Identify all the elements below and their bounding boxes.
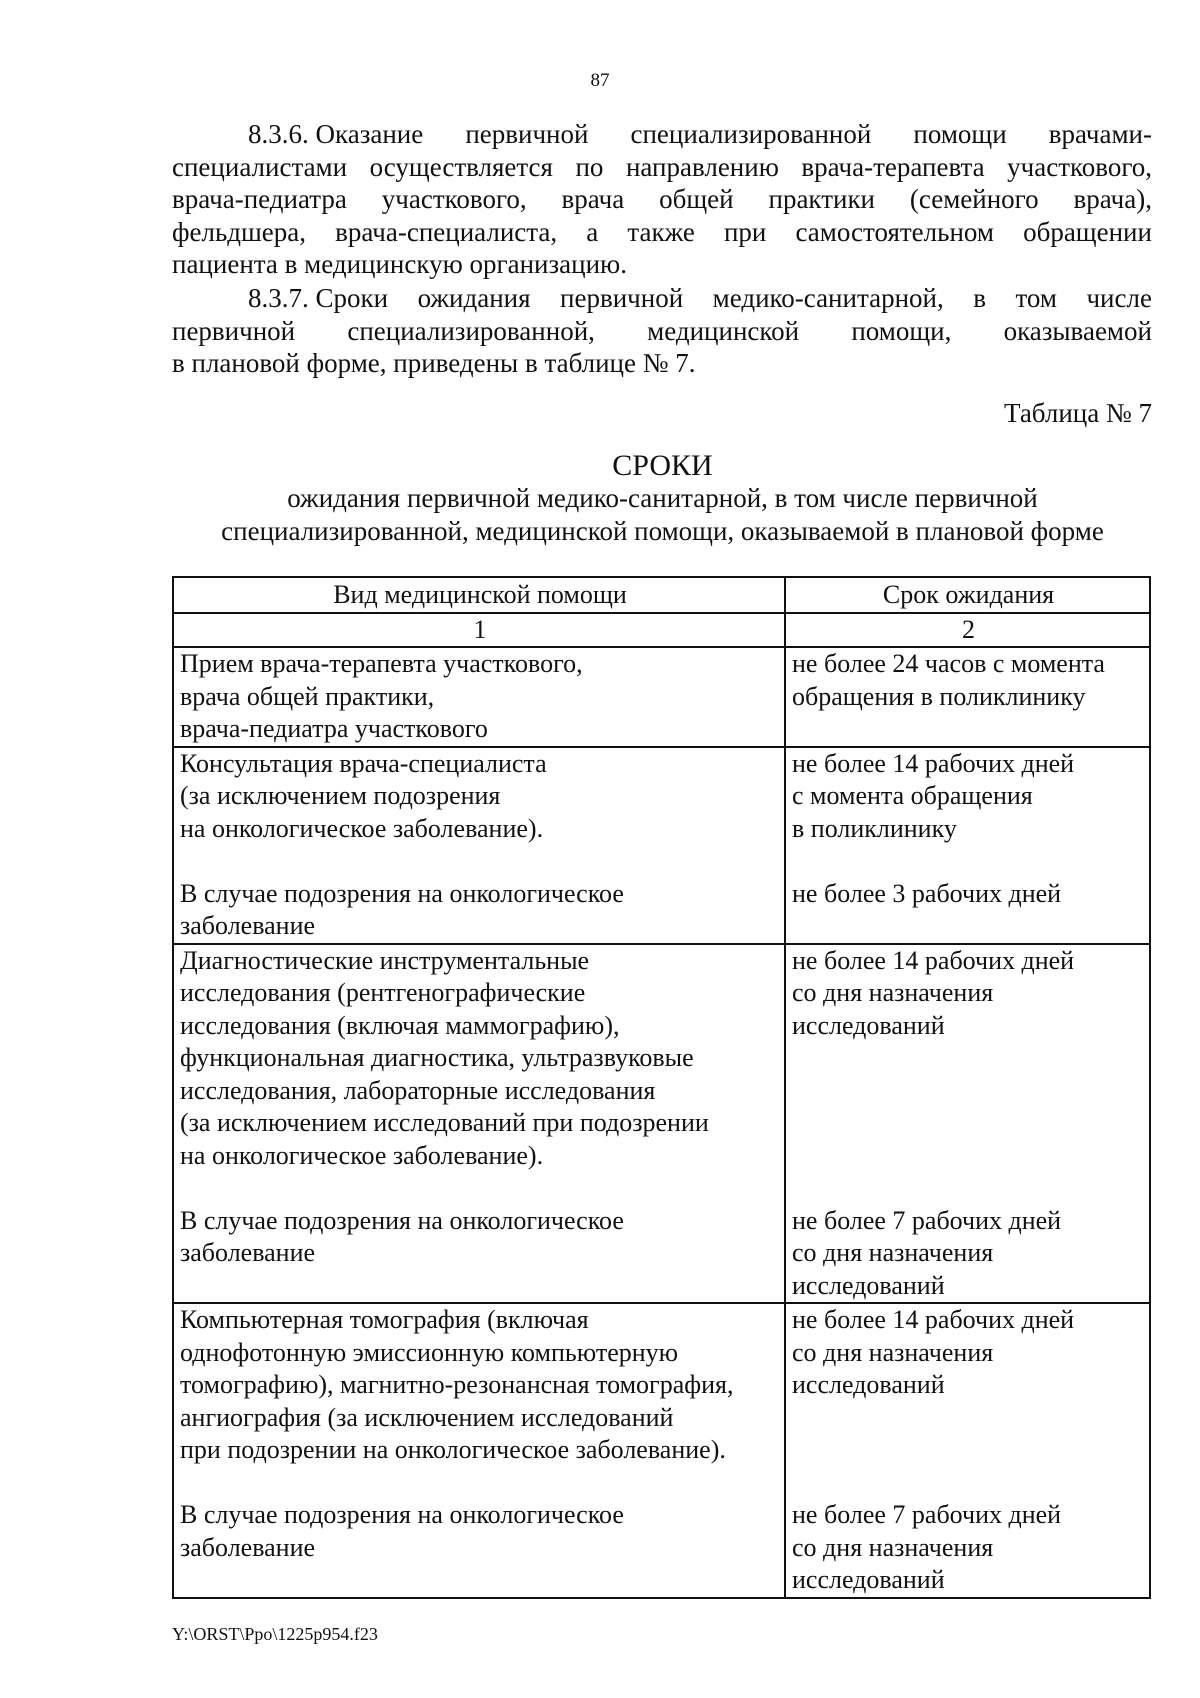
cell-text-line: обращения в поликлинику xyxy=(792,681,1086,711)
paragraph-word: ожидания xyxy=(417,283,531,313)
cell-text-line xyxy=(180,845,780,878)
cell-text-line: Компьютерная томография (включая xyxy=(180,1305,589,1334)
cell-text-line: В случае подозрения на онкологическое xyxy=(180,1500,624,1529)
paragraph-word: специалистами xyxy=(172,151,348,182)
paragraph-line xyxy=(172,248,1152,281)
paragraph-word: участкового, xyxy=(381,184,527,214)
paragraph-line xyxy=(172,347,1152,380)
paragraph-word: врача-специалиста, xyxy=(335,216,558,247)
paragraph-8-3-6 xyxy=(172,118,1152,281)
cell-text-line: не более 7 рабочих дней xyxy=(792,1500,1062,1529)
cell-text-line: ангиография (за исключением исследований xyxy=(180,1402,674,1432)
paragraph-word: помощи xyxy=(913,119,1007,149)
cell-text-line: не более 14 рабочих дней xyxy=(792,945,1075,975)
cell-text-line: заболевание xyxy=(180,911,316,940)
cell-text-line xyxy=(180,1467,780,1500)
paragraph-word: специализированной xyxy=(630,119,872,149)
cell-type-of-care xyxy=(173,944,785,1304)
cell-text-line: в поликлинику xyxy=(792,813,957,843)
paragraph-word: специализированной, xyxy=(347,315,595,346)
paragraph-word: также xyxy=(627,216,695,247)
cell-text-line xyxy=(792,1075,1145,1108)
paragraph-word: (семейного xyxy=(909,184,1039,214)
paragraph-word: медико-санитарной, xyxy=(712,283,944,313)
cell-text-line: на онкологическое заболевание). xyxy=(180,813,544,843)
paragraph-line xyxy=(172,216,1152,249)
paragraph-word: медицинской xyxy=(647,315,800,346)
cell-text-line: исследований xyxy=(792,1370,945,1399)
cell-text-line: исследований xyxy=(792,1010,945,1040)
paragraph-word: врача-терапевта xyxy=(801,151,985,182)
paragraph-line xyxy=(172,151,1152,184)
table-row xyxy=(173,944,1150,1304)
paragraph-word: первичной xyxy=(560,283,684,313)
cell-text-line xyxy=(792,1467,1145,1500)
cell-text-line: функциональная диагностика, ультразвуковые xyxy=(180,1043,694,1072)
paragraph-word: участкового, xyxy=(1007,151,1152,182)
table-row xyxy=(173,1303,1150,1598)
paragraph-word: 8.3.6. Оказание xyxy=(248,119,424,149)
table-column-numbers-row xyxy=(173,613,1150,648)
cell-text-line xyxy=(180,1172,780,1205)
paragraph-word: врачами- xyxy=(1048,119,1152,149)
paragraph-word: в xyxy=(973,283,986,313)
cell-waiting-time xyxy=(785,647,1150,747)
cell-text-line: со дня назначения xyxy=(792,1238,994,1267)
paragraph-word: осуществляется xyxy=(369,151,553,182)
cell-text-line: заболевание xyxy=(180,1532,316,1562)
cell-text-line: с момента обращения xyxy=(792,781,1033,810)
paragraph-word: направлению xyxy=(625,151,779,182)
cell-type-of-care xyxy=(173,647,785,747)
cell-text-line: не более 7 рабочих дней xyxy=(792,1205,1062,1235)
paragraph-line xyxy=(172,282,1152,315)
table-body xyxy=(173,647,1150,1598)
table-subtitle-line-2: специализированной, медицинской помощи, оказываемой в плановой форме xyxy=(221,516,1104,546)
paragraph-word: оказываемой xyxy=(1003,315,1152,346)
cell-text-line: врача общей практики, xyxy=(180,681,435,711)
paragraph-word: врача-педиатра xyxy=(172,184,347,214)
paragraph-text: пациента в медицинскую организацию. xyxy=(172,249,627,279)
paragraph-word: самостоятельном xyxy=(795,216,994,247)
cell-text-line: исследования, лабораторные исследования xyxy=(180,1075,656,1105)
cell-text-line: однофотонную эмиссионную компьютерную xyxy=(180,1337,679,1367)
header-waiting-time: Срок ожидания xyxy=(785,577,1150,613)
page-number: 87 xyxy=(590,70,610,91)
paragraph-word: 8.3.7. Сроки xyxy=(248,283,389,313)
cell-text-line: (за исключением подозрения xyxy=(180,781,501,810)
paragraph-word: при xyxy=(723,216,767,247)
cell-waiting-time xyxy=(785,747,1150,944)
paragraph-line xyxy=(172,183,1152,216)
cell-text-line: не более 24 часов с момента xyxy=(792,649,1105,678)
table-title: СРОКИ xyxy=(612,449,713,482)
paragraph-word: помощи, xyxy=(851,315,952,346)
paragraph-word: первичной xyxy=(172,315,296,346)
table-row xyxy=(173,647,1150,747)
cell-text-line xyxy=(792,1042,1145,1075)
table-header-row xyxy=(173,577,1150,613)
cell-text-line: со дня назначения xyxy=(792,1532,994,1562)
header-type-of-care: Вид медицинской помощи xyxy=(173,577,785,613)
paragraph-word: а xyxy=(586,216,599,247)
paragraph-word: общей xyxy=(659,184,734,214)
cell-text-line: со дня назначения xyxy=(792,1337,994,1367)
cell-text-line: не более 3 рабочих дней xyxy=(792,878,1062,908)
paragraph-word: практики xyxy=(768,184,876,214)
paragraph-word: обращении xyxy=(1023,216,1152,247)
cell-text-line: со дня назначения xyxy=(792,978,994,1007)
paragraph-word: первичной xyxy=(465,119,589,149)
cell-text-line xyxy=(792,845,1145,878)
cell-text-line: на онкологическое заболевание). xyxy=(180,1140,544,1170)
cell-text-line: Консультация врача-специалиста xyxy=(180,748,547,778)
cell-text-line: В случае подозрения на онкологическое xyxy=(180,878,624,908)
paragraph-word: числе xyxy=(1086,283,1152,313)
paragraph-word: врача), xyxy=(1073,184,1152,214)
paragraph-word: по xyxy=(575,151,604,182)
cell-waiting-time xyxy=(785,944,1150,1304)
paragraph-word: том xyxy=(1015,283,1057,313)
cell-text-line: Прием врача-терапевта участкового, xyxy=(180,649,583,678)
file-path-footer: Y:\ORST\Ppo\1225p954.f23 xyxy=(172,1624,378,1644)
paragraph-8-3-7 xyxy=(172,282,1152,380)
cell-text-line: томографию), магнитно-резонансная томография, xyxy=(180,1370,734,1399)
cell-text-line: исследования (рентгенографические xyxy=(180,978,586,1007)
paragraph-word: врача xyxy=(561,184,625,214)
cell-text-line: Диагностические инструментальные xyxy=(180,945,590,975)
cell-text-line: при подозрении на онкологическое заболевание). xyxy=(180,1435,726,1464)
cell-text-line xyxy=(792,1172,1145,1205)
cell-text-line: исследований xyxy=(792,1270,945,1300)
cell-text-line: врача-педиатра участкового xyxy=(180,714,488,743)
cell-text-line xyxy=(792,1434,1145,1467)
cell-text-line xyxy=(792,1402,1145,1435)
paragraph-line xyxy=(172,118,1152,151)
cell-waiting-time xyxy=(785,1303,1150,1598)
column-number-2: 2 xyxy=(785,613,1150,648)
cell-type-of-care xyxy=(173,1303,785,1598)
cell-text-line: не более 14 рабочих дней xyxy=(792,1305,1075,1334)
cell-text-line: заболевание xyxy=(180,1238,316,1267)
cell-text-line: исследований xyxy=(792,1565,945,1594)
table-row xyxy=(173,747,1150,944)
cell-text-line xyxy=(792,1107,1145,1140)
cell-type-of-care xyxy=(173,747,785,944)
table-label: Таблица № 7 xyxy=(1004,398,1152,428)
paragraph-text: в плановой форме, приведены в таблице № 7. xyxy=(172,348,696,378)
column-number-1: 1 xyxy=(173,613,785,648)
paragraph-line xyxy=(172,315,1152,348)
cell-text-line xyxy=(792,1140,1145,1173)
cell-text-line: исследования (включая маммографию), xyxy=(180,1010,620,1040)
table-subtitle-line-1: ожидания первичной медико-санитарной, в том числе первичной xyxy=(287,483,1038,513)
cell-text-line: (за исключением исследований при подозрении xyxy=(180,1108,709,1137)
waiting-times-table xyxy=(172,576,1151,1599)
cell-text-line: не более 14 рабочих дней xyxy=(792,748,1075,778)
paragraph-word: фельдшера, xyxy=(172,216,307,247)
cell-text-line: В случае подозрения на онкологическое xyxy=(180,1205,624,1235)
